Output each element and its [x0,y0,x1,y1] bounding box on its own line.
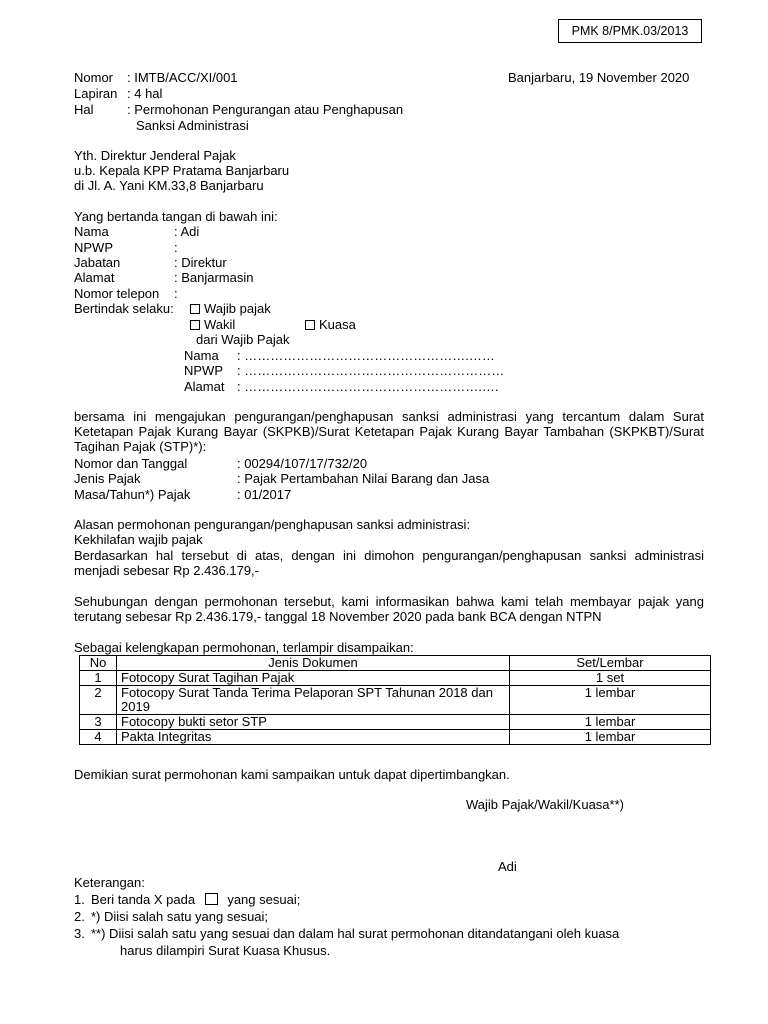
npwp-value: : [174,240,178,255]
hal-line1: : Permohonan Pengurangan atau Penghapusan [127,102,404,117]
wakil-label: Wakil [204,317,236,332]
row-document: Pakta Integritas [117,730,510,745]
alasan-intro: Alasan permohonan pengurangan/penghapusan sanksi administrasi: [74,517,471,532]
alasan-value: Kekhilafan wajib pajak [74,532,203,547]
alamat-label: Alamat [74,270,115,285]
masa-tahun-value: : 01/2017 [237,487,292,502]
header-jenis-dokumen: Jenis Dokumen [117,656,510,671]
lampiran-value: : 4 hal [127,86,163,101]
row-no: 1 [80,671,117,686]
telepon-label: Nomor telepon [74,286,160,301]
npwp-label: NPWP [74,240,113,255]
note-2-number: 2. [74,909,85,924]
keterangan-title: Keterangan: [74,875,145,890]
jabatan-label: Jabatan [74,255,121,270]
wakil-checkbox[interactable] [190,320,200,330]
dari-wajib-pajak: dari Wajib Pajak [196,332,290,347]
documents-table [79,655,711,745]
table-header-row [80,656,711,671]
hal-line2: Sanksi Administrasi [136,118,249,133]
jenis-pajak-label: Jenis Pajak [74,471,141,486]
note-1 [91,892,300,907]
jabatan-value: : Direktur [174,255,227,270]
request-paragraph: bersama ini mengajukan pengurangan/penghapusan sanksi administrasi yang tercantum dalam Surat Ketetapan Pajak Kurang Bayar (SKPKB)/Surat Ketetapan Pajak Kurang Bayar Tambahan (SKPKBT)/Surat Tagihan Pajak (STP)*): [74,409,704,454]
signer-intro: Yang bertanda tangan di bawah ini: [74,209,278,224]
jenis-pajak-value: : Pajak Pertambahan Nilai Barang dan Jasa [237,471,490,486]
reduction-paragraph: Berdasarkan hal tersebut di atas, dengan ini dimohon pengurangan/penghapusan sanksi administrasi menjadi sebesar Rp 2.436.179,- [74,548,704,578]
place-date: Banjarbaru, 19 November 2020 [508,70,690,85]
nomor-tanggal-label: Nomor dan Tanggal [74,456,188,471]
lampiran-intro: Sebagai kelengkapan permohonan, terlampir disampaikan: [74,640,414,655]
option-kuasa[interactable] [305,317,356,332]
row-no: 2 [80,686,117,715]
row-document: Fotocopy Surat Tagihan Pajak [117,671,510,686]
recipient-line1: Yth. Direktur Jenderal Pajak [74,148,236,163]
nomor-label: Nomor [74,70,114,85]
note-3-line1: **) Diisi salah satu yang sesuai dan dalam hal surat permohonan ditandatangani oleh kuasa [91,926,620,941]
recipient-line3: di Jl. A. Yani KM.33,8 Banjarbaru [74,178,264,193]
header-set-lembar: Set/Lembar [510,656,711,671]
kuasa-checkbox[interactable] [305,320,315,330]
sub-npwp-value: : …………………………………………………… [237,363,505,378]
nomor-tanggal-value: : 00294/107/17/732/20 [237,456,368,471]
alamat-value: : Banjarmasin [174,270,254,285]
hal-label: Hal [74,102,94,117]
header-no: No [80,656,117,671]
masa-tahun-label: Masa/Tahun*) Pajak [74,487,191,502]
row-set: 1 set [510,671,711,686]
row-no: 4 [80,730,117,745]
note-1-pre: Beri tanda X pada [91,892,196,907]
note-3-line2: harus dilampiri Surat Kuasa Khusus. [120,943,331,958]
option-wakil[interactable] [190,317,235,332]
table-row [80,715,711,730]
note-3-number: 3. [74,926,85,941]
demikian-text: Demikian surat permohonan kami sampaikan untuk dapat dipertimbangkan. [74,767,510,782]
signature-name: Adi [498,859,517,874]
sub-alamat-value: : ……………………………………………….…. [237,379,499,394]
sub-alamat-label: Alamat [184,379,225,394]
row-set: 1 lembar [510,686,711,715]
note-2: *) Diisi salah satu yang sesuai; [91,909,269,924]
lampiran-label: Lapiran [74,86,118,101]
sub-nama-label: Nama [184,348,219,363]
row-document: Fotocopy bukti setor STP [117,715,510,730]
telepon-value: : [174,286,178,301]
nomor-value: : IMTB/ACC/XI/001 [127,70,238,85]
signature-role: Wajib Pajak/Wakil/Kuasa**) [466,797,624,812]
recipient-line2: u.b. Kepala KPP Pratama Banjarbaru [74,163,290,178]
table-row [80,671,711,686]
sub-nama-value: : …………………………………………….…… [237,348,495,363]
row-document: Fotocopy Surat Tanda Terima Pelaporan SPT Tahunan 2018 dan 2019 [117,686,510,715]
row-set: 1 lembar [510,730,711,745]
wajib-pajak-checkbox[interactable] [190,304,200,314]
row-no: 3 [80,715,117,730]
table-row [80,730,711,745]
sub-npwp-label: NPWP [184,363,223,378]
note-1-number: 1. [74,892,85,907]
row-set: 1 lembar [510,715,711,730]
nama-value: : Adi [174,224,200,239]
bertindak-label: Bertindak selaku: [74,301,174,316]
pmk-reference-box: PMK 8/PMK.03/2013 [558,19,702,43]
kuasa-label: Kuasa [319,317,356,332]
option-wajib-pajak[interactable] [190,301,271,316]
nama-label: Nama [74,224,109,239]
table-row [80,686,711,715]
payment-paragraph: Sehubungan dengan permohonan tersebut, kami informasikan bahwa kami telah membayar pajak yang terutang sebesar Rp 2.436.179,- tanggal 18 November 2020 pada bank BCA dengan NTPN [74,594,704,624]
note-1-post: yang sesuai; [227,892,301,907]
sample-checkbox-icon [205,893,218,905]
wajib-pajak-label: Wajib pajak [204,301,271,316]
